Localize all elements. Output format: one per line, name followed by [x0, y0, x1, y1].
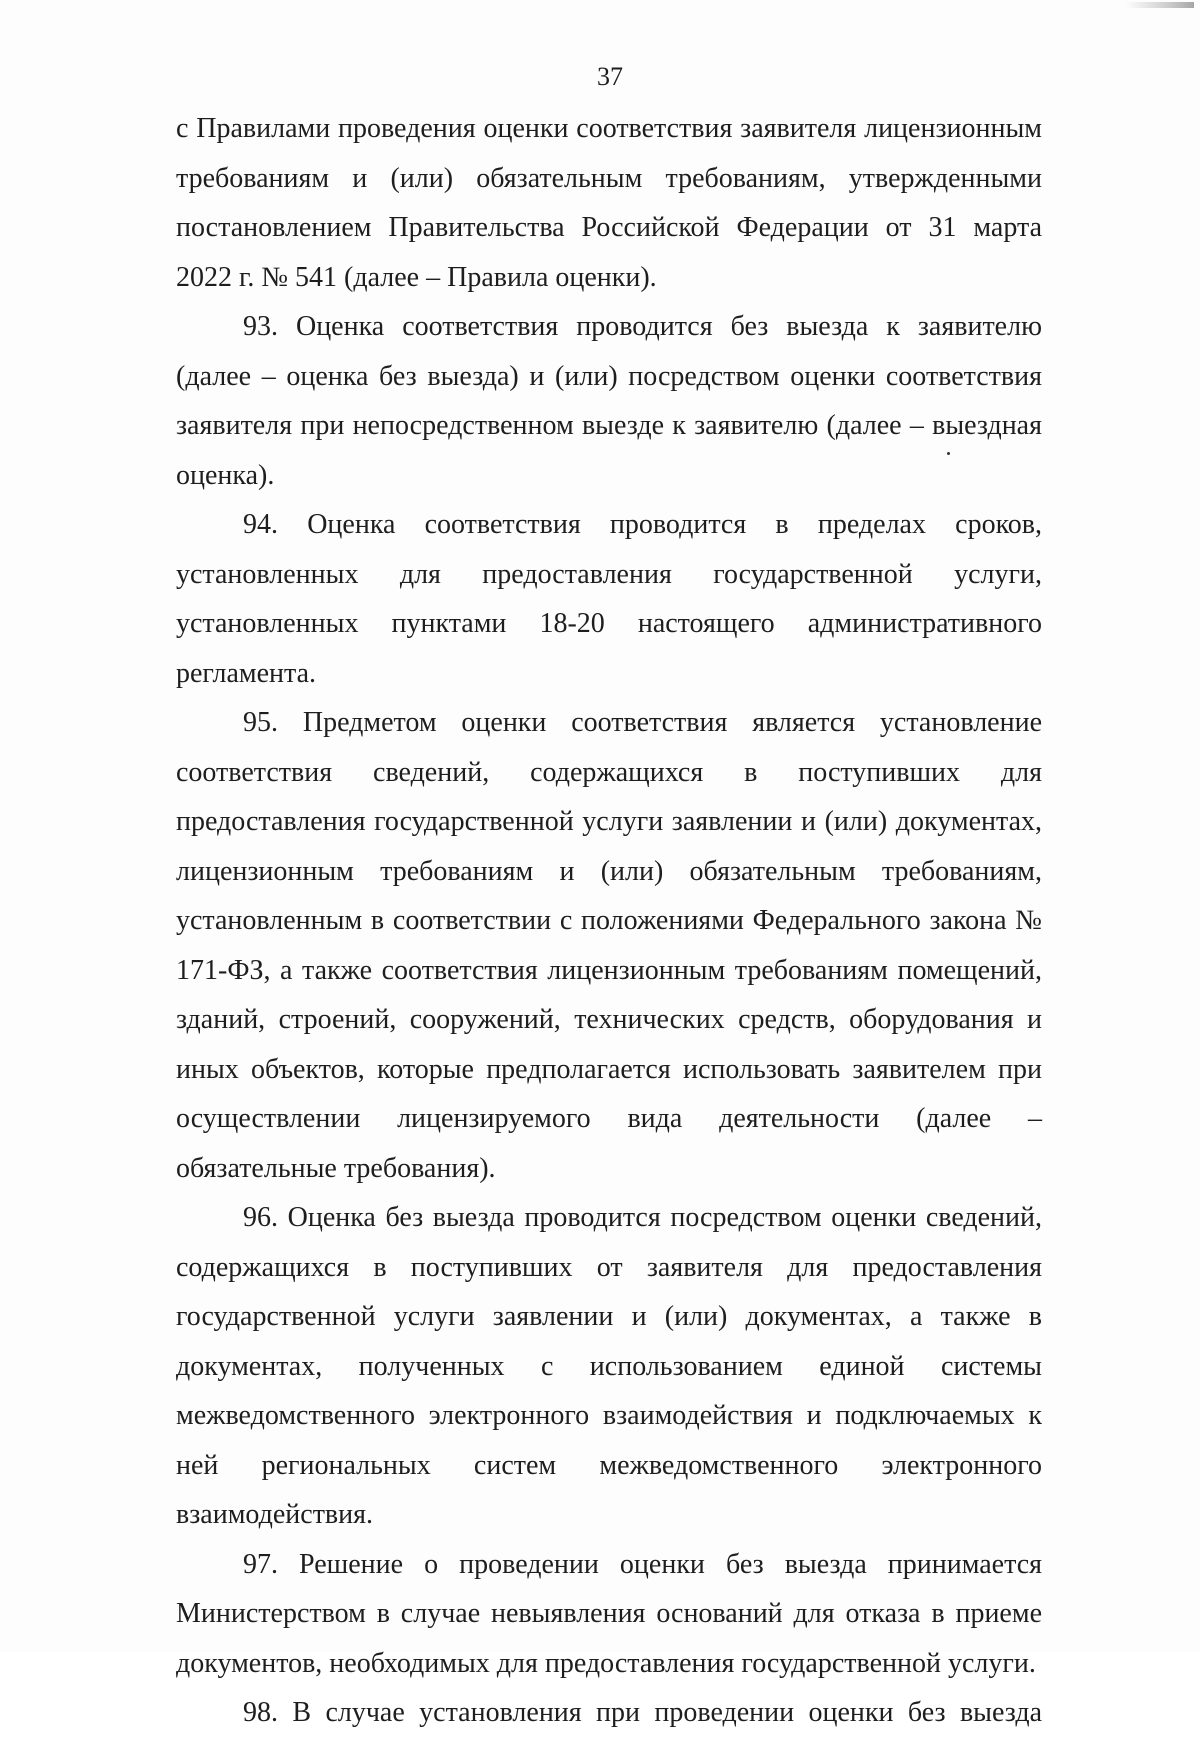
document-body [176, 104, 1042, 1738]
paragraph-93: 93. Оценка соответствия проводится без выезда к заявителю (далее – оценка без выезда) и (или) посредством оценки соответствия заявителя при непосредственном выезде к заявителю (далее – выездная оценка). [176, 311, 1042, 491]
paragraph-97: 97. Решение о проведении оценки без выезда принимается Министерством в случае невыявления оснований для отказа в приеме документов, необходимых для предоставления государственной услуги. [176, 1548, 1042, 1679]
page-number: 37 [597, 62, 623, 91]
paragraph-95: 95. Предметом оценки соответствия является установление соответствия сведений, содержащихся в поступивших для предоставления государственной услуги заявлении и (или) документах, лицензионным требованиям и (или) обязательным требованиям, установленным в соответствии с положениями Федерального закона № 171-ФЗ, а также соответствия лицензионным требованиям помещений, зданий, строений, сооружений, технических средств, оборудования и иных объектов, которые предполагается использовать заявителем при осуществлении лицензируемого вида деятельности (далее – обязательные требования). [176, 707, 1042, 1184]
paragraph-continuation: с Правилами проведения оценки соответствия заявителя лицензионным требованиям и (или) обязательным требованиям, утвержденными постановлением Правительства Российской Федерации от 31 марта 2022 г. № 541 (далее – Правила оценки). [176, 113, 1042, 293]
scan-artifact [1126, 2, 1194, 8]
paragraph-96: 96. Оценка без выезда проводится посредством оценки сведений, содержащихся в поступивших от заявителя для предоставления государственной услуги заявлении и (или) документах, а также в документах, полученных с использованием единой системы межведомственного электронного взаимодействия и подключаемых к ней региональных систем межведомственного электронного взаимодействия. [176, 1202, 1042, 1530]
paragraph-98: 98. В случае установления при проведении оценки без выезда [243, 1697, 1042, 1728]
paragraph-94: 94. Оценка соответствия проводится в пределах сроков, установленных для предоставления государственной услуги, установленных пунктами 18-20 настоящего административного регламента. [176, 509, 1042, 689]
scan-dot [947, 452, 950, 455]
